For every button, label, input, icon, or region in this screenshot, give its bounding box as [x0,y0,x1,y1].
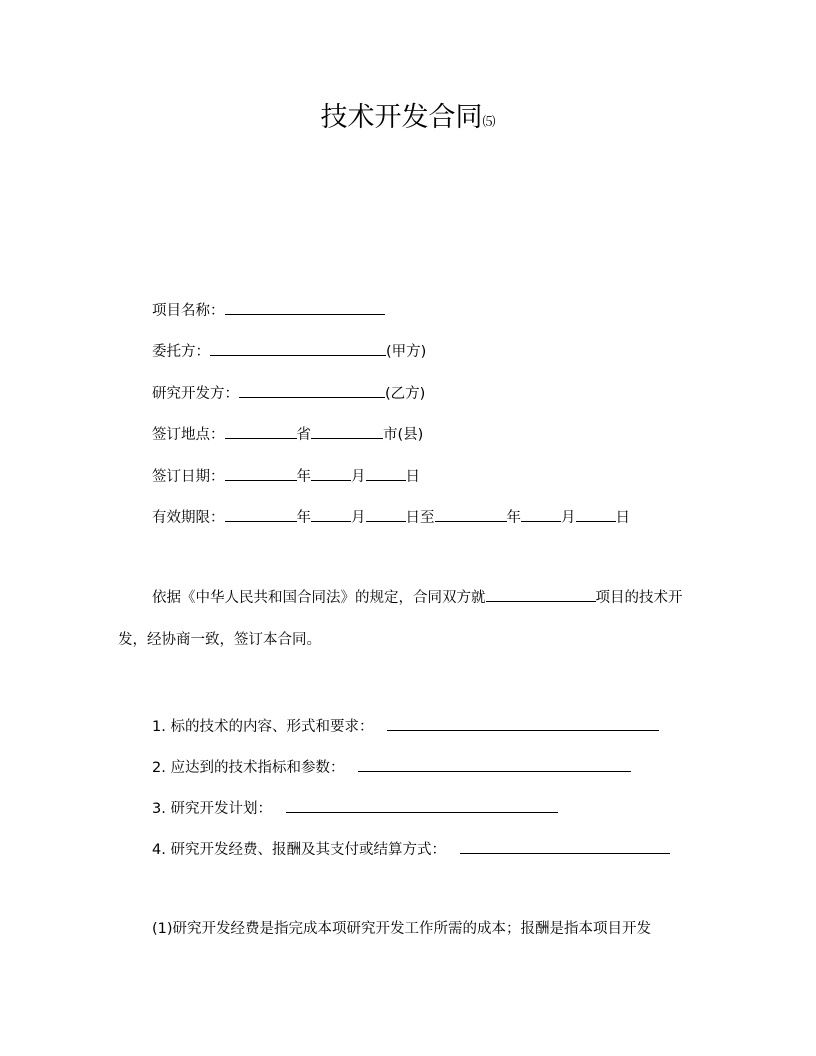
intro-project-blank[interactable] [486,584,596,602]
document-title [0,98,816,143]
title-text: 技术开发合同 [320,102,483,133]
developer-row [152,380,425,402]
developer-suffix: (乙方) [385,386,426,402]
sign-place-row [152,421,423,443]
city-blank[interactable] [311,421,383,439]
sign-date-label: 签订日期： [152,469,225,485]
clause-3-blank[interactable] [286,795,558,813]
clause-2 [152,754,631,776]
end-day-unit: 日 [615,510,630,526]
sign-day-blank[interactable] [366,463,406,481]
clause-4-text: 4. 研究开发经费、报酬及其支付或结算方式： [152,842,446,858]
start-day-to: 日至 [405,510,435,526]
city-label: 市(县) [383,427,424,443]
clause-2-text: 2. 应达到的技术指标和参数： [152,760,345,776]
client-suffix: (甲方) [386,344,427,360]
start-year-unit: 年 [296,510,311,526]
start-month-unit: 月 [351,510,366,526]
sign-day-unit: 日 [405,469,420,485]
project-name-row [152,297,385,319]
clause-1-text: 1. 标的技术的内容、形式和要求： [152,719,374,735]
intro-paragraph [118,577,702,661]
end-year-unit: 年 [506,510,521,526]
start-day-blank[interactable] [366,504,406,522]
end-year-blank[interactable] [435,504,507,522]
client-blank[interactable] [210,338,386,356]
developer-blank[interactable] [239,380,385,398]
clause-2-blank[interactable] [358,754,631,772]
end-month-unit: 月 [561,510,576,526]
project-name-label: 项目名称： [152,303,225,319]
validity-label: 有效期限： [152,510,225,526]
developer-label: 研究开发方： [152,386,239,402]
end-month-blank[interactable] [521,504,561,522]
sub-clause-1-text: (1)研究开发经费是指完成本项研究开发工作所需的成本；报酬是指本项目开发 [152,921,652,937]
sign-year-unit: 年 [296,469,311,485]
clause-4 [152,836,670,858]
project-name-blank[interactable] [225,297,385,315]
clause-3-text: 3. 研究开发计划： [152,801,272,817]
start-month-blank[interactable] [311,504,351,522]
sign-date-row [152,463,420,485]
sign-year-blank[interactable] [225,463,297,481]
sign-month-blank[interactable] [311,463,351,481]
clause-3 [152,795,558,817]
intro-text-after: 项目的技术开发，经协商一致，签订本合同。 [118,590,683,648]
start-year-blank[interactable] [225,504,297,522]
clause-1 [152,713,659,735]
client-row [152,338,426,360]
intro-text-before: 依据《中华人民共和国合同法》的规定，合同双方就 [152,590,486,606]
province-blank[interactable] [225,421,297,439]
sub-clause-1 [152,918,651,940]
sign-month-unit: 月 [351,469,366,485]
client-label: 委托方： [152,344,210,360]
validity-row [152,504,630,526]
end-day-blank[interactable] [576,504,616,522]
sign-place-label: 签订地点： [152,427,225,443]
clause-1-blank[interactable] [387,713,659,731]
title-suffix: ⑸ [482,115,496,130]
province-label: 省 [296,427,311,443]
clause-4-blank[interactable] [460,836,670,854]
